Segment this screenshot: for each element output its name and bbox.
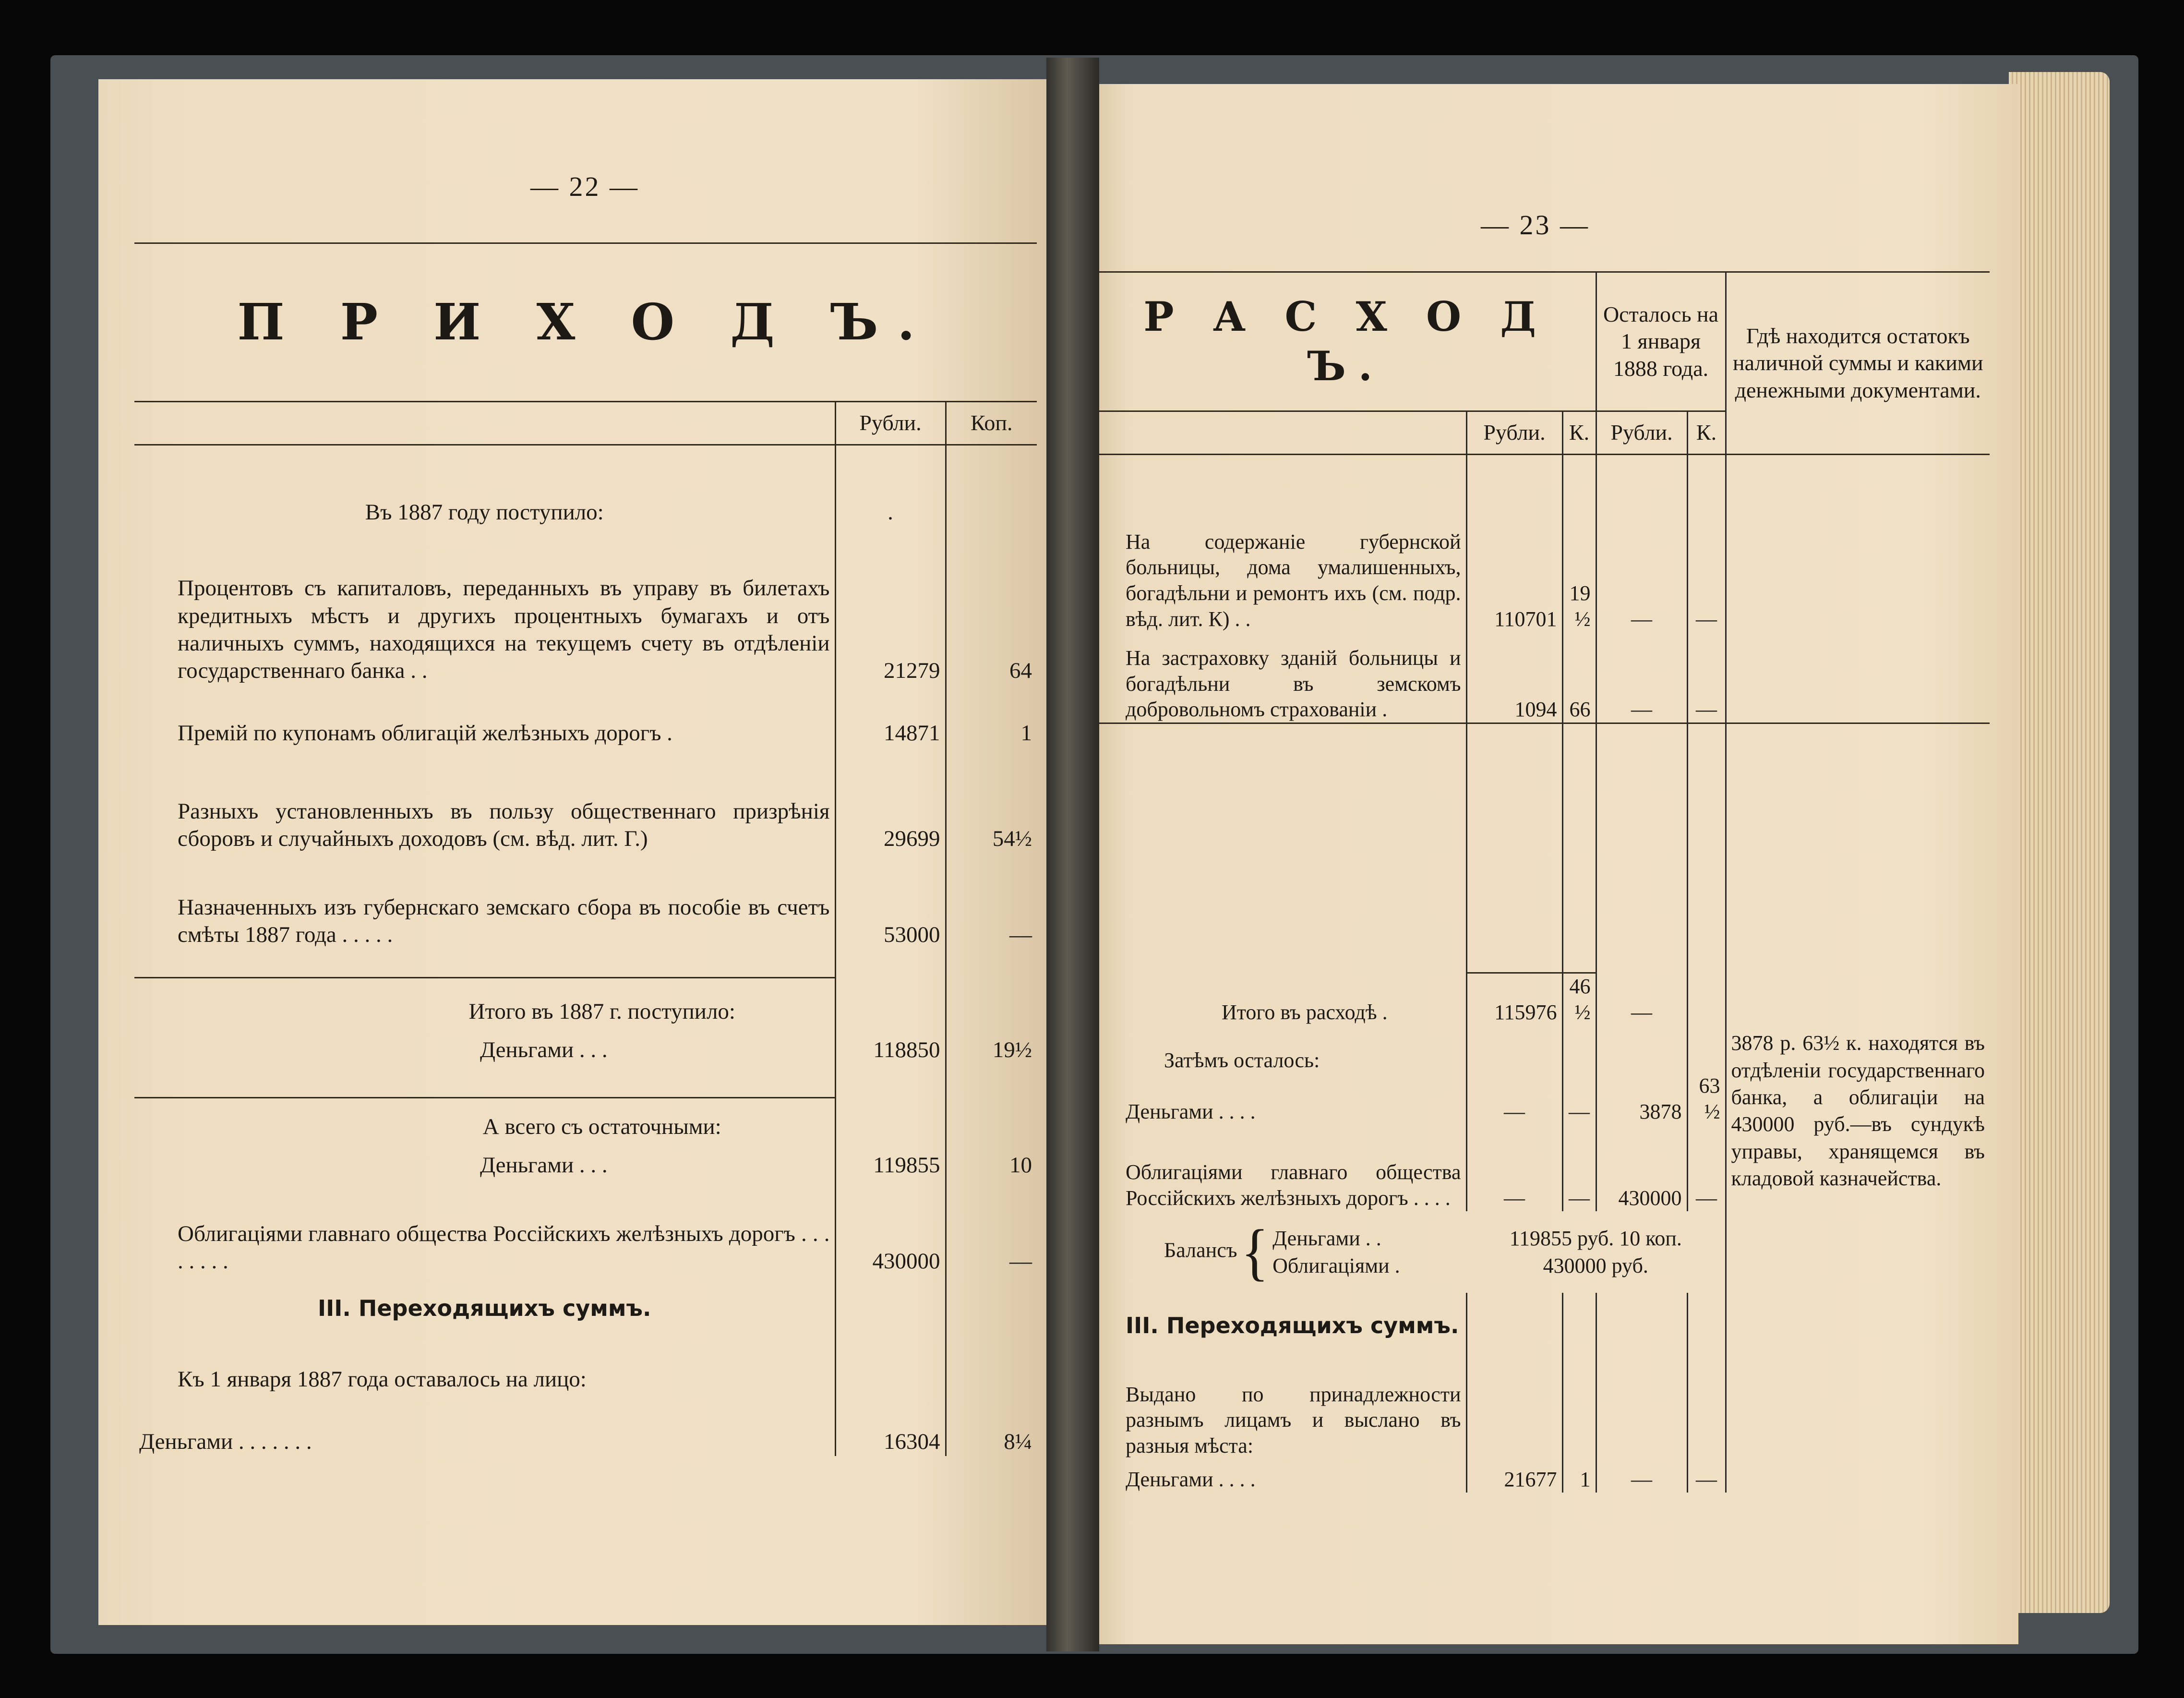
income-cell-kop: [946, 445, 1037, 527]
income-cell-kop: 64: [946, 527, 1037, 685]
income-remaining-label: Къ 1 января 1887 года оставалось на лицо:: [178, 1367, 587, 1392]
expense-bonds-rub-remaining: 430000: [1596, 1125, 1687, 1211]
expense-bonds-rub: —: [1466, 1125, 1562, 1211]
balance-block: [1097, 1211, 1466, 1293]
income-all-rub: 119855: [835, 1141, 946, 1180]
location-note: 3878 р. 63½ к. находятся въ отдѣленіи государственнаго банка, а облигаціи на 430000 руб.—въ сундукѣ управы, хранящемся въ кладовой казначейства.: [1726, 1025, 1990, 1292]
book-gutter: [1046, 58, 1099, 1651]
income-intro: Въ 1887 году поступило:: [365, 500, 604, 525]
income-cell-rub: 53000: [835, 853, 946, 949]
expense-issued-rub: 21677: [1466, 1459, 1562, 1493]
income-cell-kop: —: [946, 853, 1037, 949]
expense-cell-rub-remaining: —: [1596, 632, 1687, 723]
balance-values: [1466, 1211, 1726, 1293]
income-cell-rub: 21279: [835, 527, 946, 685]
expense-bonds-k: —: [1562, 1125, 1596, 1211]
column-header-kop: Коп.: [946, 402, 1037, 445]
balance-bonds-label: Облигаціями .: [1272, 1253, 1400, 1277]
expense-cell-rub: 1094: [1466, 632, 1562, 723]
balance-money-label: Деньгами . .: [1272, 1226, 1381, 1250]
expense-bonds-label: Облигаціями главнаго общества Россійскихъ желѣзныхъ дорогъ . . . .: [1126, 1160, 1461, 1210]
expense-money-rub: —: [1466, 1073, 1562, 1124]
expense-bonds-k-remaining: —: [1687, 1125, 1726, 1211]
income-total-rub: 118850: [835, 1026, 946, 1064]
expense-total-rub-remaining: —: [1596, 973, 1687, 1025]
expense-row-hospital: На содержаніе губернской больницы, дома умалишенныхъ, богадѣльни и ремонтъ ихъ (см. подр. вѣд. лит. К) . .: [1126, 530, 1461, 631]
expense-total-label: Итого въ расходѣ .: [1222, 1000, 1388, 1024]
expense-total-k: 46 ½: [1562, 973, 1596, 1025]
expense-cell-k-remaining: —: [1687, 632, 1726, 723]
income-cell-rub: 14871: [835, 685, 946, 747]
column-header-rub: Рубли.: [1466, 411, 1562, 455]
income-all-label: А всего съ остаточными:: [482, 1114, 721, 1140]
expense-section3-title: III. Переходящихъ суммъ.: [1126, 1312, 1459, 1338]
income-row-zemstvo: Назначенныхъ изъ губернскаго земскаго сбора въ пособіе въ счетъ смѣты 1887 года . . . . .: [178, 894, 830, 948]
column-header-k: К.: [1562, 411, 1596, 455]
page-number-right: — 23 —: [1481, 209, 1590, 241]
income-cell-kop: 1: [946, 685, 1037, 747]
income-title: П Р И Х О Д Ъ.: [237, 292, 934, 352]
expense-issued-k: 1: [1562, 1459, 1596, 1493]
income-table: [134, 242, 1037, 1456]
income-cell-rub: .: [835, 445, 946, 527]
expense-table: [1097, 271, 1990, 1493]
expense-row-insurance: На застраховку зданій больницы и богадѣльни въ земскомъ добровольномъ страхованіи .: [1126, 646, 1461, 722]
expense-total-rub: 115976: [1466, 973, 1562, 1025]
income-bonds-rub: 430000: [835, 1180, 946, 1276]
expense-title: Р А С Х О Д Ъ.: [1143, 293, 1549, 390]
column-header-rub-remaining: Рубли.: [1596, 411, 1687, 455]
left-page: [98, 79, 1056, 1625]
expense-remain-label: Затѣмъ осталось:: [1164, 1048, 1320, 1072]
expense-cell-k: 19 ½: [1562, 455, 1596, 632]
income-remaining-money-label: Деньгами . . . . . . .: [139, 1429, 312, 1455]
expense-cell-k-remaining: —: [1687, 455, 1726, 632]
expense-issued-money-label: Деньгами . . . .: [1126, 1468, 1256, 1492]
page-edges: [2009, 72, 2110, 1613]
income-total-label: Итого въ 1887 г. поступило:: [468, 999, 735, 1024]
income-cell-rub: 29699: [835, 747, 946, 853]
column-header-k-remaining: К.: [1687, 411, 1726, 455]
column-header-remaining: Осталось на 1 января 1888 года.: [1596, 272, 1726, 411]
expense-money-k-remaining: 63 ½: [1687, 1073, 1726, 1124]
income-remaining-rub: 16304: [835, 1394, 946, 1456]
expense-cell-rub-remaining: —: [1596, 455, 1687, 632]
income-row-fees: Разныхъ установленныхъ въ пользу общественнаго призрѣнія сборовъ и случайныхъ доходовъ (см. вѣд. лит. Г.): [178, 798, 830, 852]
income-all-kop: 10: [946, 1141, 1037, 1180]
income-remaining-kop: 8¼: [946, 1394, 1037, 1456]
expense-issued-label: Выдано по принадлежности разнымъ лицамъ и выслано въ разныя мѣста:: [1126, 1382, 1461, 1458]
balance-label: Балансъ: [1164, 1238, 1237, 1262]
income-cell-kop: 54½: [946, 747, 1037, 853]
income-all-money-label: Деньгами . . .: [480, 1153, 608, 1178]
expense-money-label: Деньгами . . . .: [1126, 1100, 1256, 1124]
income-bonds-label: Облигаціями главнаго общества Россійскихъ желѣзныхъ дорогъ . . . . . . . .: [178, 1221, 830, 1274]
expense-cell-k: 66: [1562, 632, 1596, 723]
right-page: [1054, 84, 2018, 1644]
income-row-interest: Процентовъ съ капиталовъ, переданныхъ въ управу въ билетахъ кредитныхъ мѣстъ и другихъ процентныхъ бумагахъ и отъ наличныхъ суммъ, находящихся на текущемъ счету въ отдѣленіи государственнаго банка . .: [178, 576, 830, 684]
brace-icon: {: [1241, 1216, 1269, 1287]
expense-cell-rub: 110701: [1466, 455, 1562, 632]
expense-money-k: —: [1562, 1073, 1596, 1124]
income-total-kop: 19½: [946, 1026, 1037, 1064]
balance-bonds-value: 430000 руб.: [1543, 1253, 1648, 1277]
expense-issued-k-remaining: —: [1687, 1459, 1726, 1493]
balance-money-value: 119855 руб. 10 коп.: [1509, 1226, 1682, 1250]
income-bonds-kop: —: [946, 1180, 1037, 1276]
column-header-location: Гдѣ находится остатокъ наличной суммы и какими денежными документами.: [1726, 272, 1990, 455]
income-row-premiums: Премій по купонамъ облигацій желѣзныхъ дорогъ .: [178, 721, 672, 746]
income-total-money-label: Деньгами . . .: [480, 1037, 608, 1063]
column-header-rub: Рубли.: [835, 402, 946, 445]
expense-issued-rub-remaining: —: [1596, 1459, 1687, 1493]
page-number-left: — 22 —: [530, 171, 639, 202]
expense-money-rub-remaining: 3878: [1596, 1073, 1687, 1124]
income-section3-title: III. Переходящихъ суммъ.: [318, 1295, 651, 1321]
